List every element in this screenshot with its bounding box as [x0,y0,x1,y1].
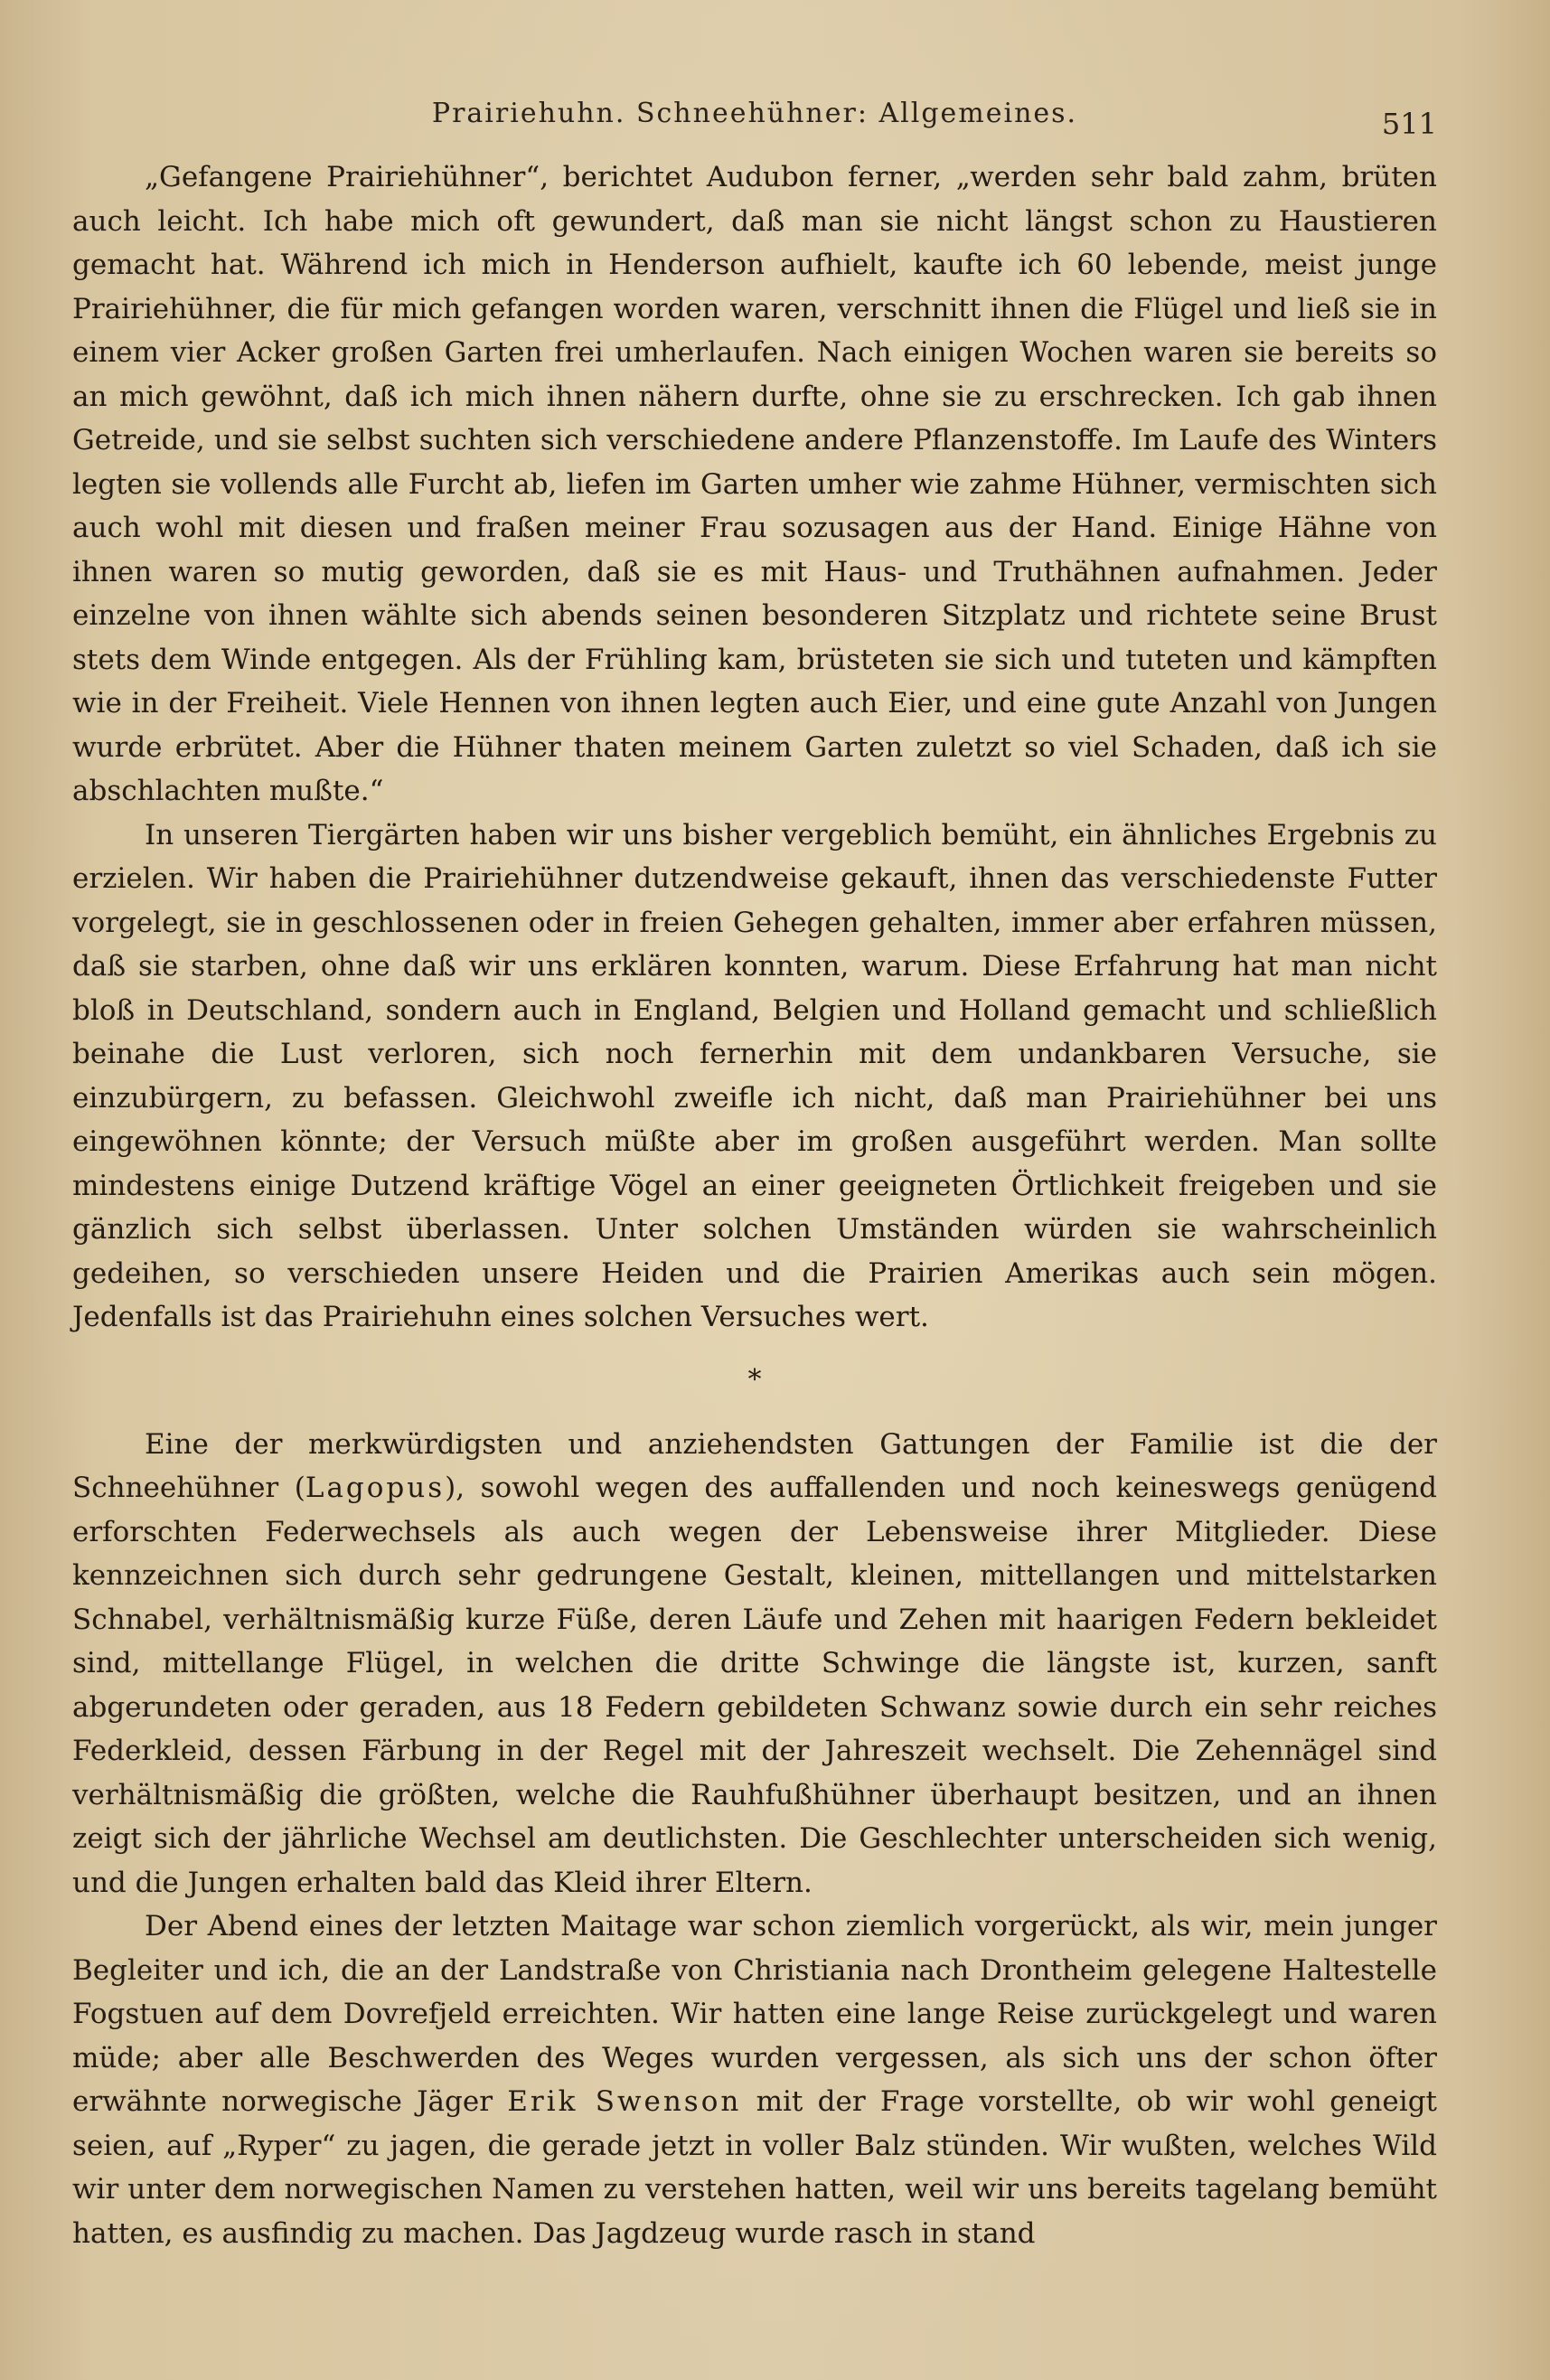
paragraph-dovrefjeld-narrative [72,1905,1437,2255]
paragraph-zoo-experience: In unseren Tiergärten haben wir uns bisher vergeblich bemüht, ein ähnliches Ergebnis zu erzielen. Wir haben die Prairiehühner dutzendweise gekauft, ihnen das verschiedenste Futter vorgelegt, sie in geschlossenen oder in freien Gehegen gehalten, immer aber erfahren müssen, daß sie starben, ohne daß wir uns erklären konnten, warum. Diese Erfahrung hat man nicht bloß in Deutschland, sondern auch in England, Belgien und Holland gemacht und schließlich beinahe die Lust verloren, sich noch fernerhin mit dem undankbaren Versuche, sie einzubürgern, zu befassen. Gleichwohl zweifle ich nicht, daß man Prairiehühner bei uns eingewöhnen könnte; der Versuch müßte aber im großen ausgeführt werden. Man sollte mindestens einige Dutzend kräftige Vögel an einer geeigneten Örtlichkeit freigeben und sie gänzlich sich selbst überlassen. Unter solchen Umständen würden sie wahrscheinlich gedeihen, so verschieden unsere Heiden und die Prairien Amerikas auch sein mögen. Jedenfalls ist das Prairiehuhn eines solchen Versuches wert. [72,818,1437,1333]
body-text [72,155,1437,2255]
paragraph-lagopus-description [72,1423,1437,1905]
section-separator: * [747,1363,762,1396]
running-head: Prairiehuhn. Schneehühner: Allgemeines. [431,98,1078,129]
page-header [72,92,1437,141]
person-name: Erik Swenson [507,2085,742,2118]
text-run: Der Abend eines der letzten Maitage war schon ziemlich vorgerückt, als wir, mein junger Begleiter und ich, die an der Landstraße von Christiania nach Drontheim gelegene Haltestelle Fogstuen auf dem Dovrefjeld erreichten. Wir hatten eine lange Reise zurückgelegt und waren müde; aber alle Beschwerden des Weges wurden vergessen, als sich uns der schon öfter erwähnte norwegische Jäger [72,1910,1437,2118]
text-run: mit der Frage vorstellte, ob wir wohl geneigt seien, auf „Ryper“ zu jagen, die gerade jetzt in voller Balz stünden. Wir wußten, welches Wild wir unter dem norwegischen Namen zu verstehen hatten, weil wir uns bereits tagelang bemüht hatten, es ausfindig zu machen. Das Jagdzeug wurde rasch in stand [72,2085,1437,2250]
genus-name: Lagopus [305,1472,446,1504]
page-number: 511 [1381,107,1437,141]
paragraph-audubon-quote: „Gefangene Prairiehühner“, berichtet Audubon ferner, „werden sehr bald zahm, brüten auch leicht. Ich habe mich oft gewundert, daß man sie nicht längst schon zu Haustieren gemacht hat. Während ich mich in Henderson aufhielt, kaufte ich 60 lebende, meist junge Prairiehühner, die für mich gefangen worden waren, verschnitt ihnen die Flügel und ließ sie in einem vier Acker großen Garten frei umherlaufen. Nach einigen Wochen waren sie bereits so an mich gewöhnt, daß ich mich ihnen nähern durfte, ohne sie zu erschrecken. Ich gab ihnen Getreide, und sie selbst suchten sich verschiedene andere Pflanzenstoffe. Im Laufe des Winters legten sie vollends alle Furcht ab, liefen im Garten umher wie zahme Hühner, vermischten sich auch wohl mit diesen und fraßen meiner Frau sozusagen aus der Hand. Einige Hähne von ihnen waren so mutig geworden, daß sie es mit Haus- und Truthähnen aufnahmen. Jeder einzelne von ihnen wählte sich abends seinen besonderen Sitzplatz und richtete seine Brust stets dem Winde entgegen. Als der Frühling kam, brüsteten sie sich und tuteten und kämpften wie in der Freiheit. Viele Hennen von ihnen legten auch Eier, und eine gute Anzahl von Jungen wurde erbrütet. Aber die Hühner thaten meinem Garten zuletzt so viel Schaden, daß ich sie abschlachten mußte.“ [72,161,1437,807]
text-run: Eine der merkwürdigsten und anziehendsten Gattungen der Familie ist die der Schneehühner ( [72,1427,1437,1504]
text-run: ), sowohl wegen des auffallenden und noch keineswegs genügend erforschten Federwechsels als auch wegen der Lebensweise ihrer Mitglieder. Diese kennzeichnen sich durch sehr gedrungene Gestalt, kleinen, mittellangen und mittelstarken Schnabel, verhältnismäßig kurze Füße, deren Läufe und Zehen mit haarigen Federn bekleidet sind, mittellange Flügel, in welchen die dritte Schwinge die längste ist, kurzen, sanft abgerundeten oder geraden, aus 18 Federn gebildeten Schwanz sowie durch ein sehr reiches Federkleid, dessen Färbung in der Regel mit der Jahreszeit wechselt. Die Zehennägel sind verhältnismäßig die größten, welche die Rauhfußhühner überhaupt besitzen, und an ihnen zeigt sich der jährliche Wechsel am deutlichsten. Die Geschlechter unterscheiden sich wenig, und die Jungen erhalten bald das Kleid ihrer Eltern. [72,1472,1437,1899]
